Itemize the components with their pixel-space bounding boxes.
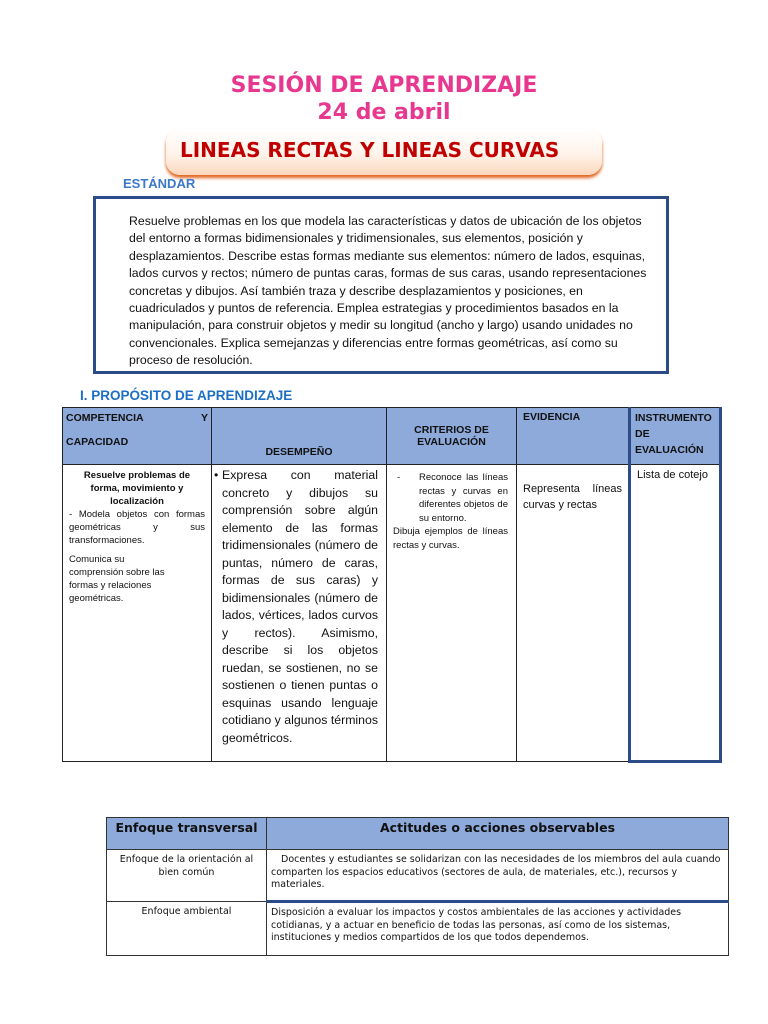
header-instrumento-line1: INSTRUMENTO [635,412,712,424]
approach-name-bien-comun: Enfoque de la orientación al bien común [107,850,267,902]
purpose-heading: I. PROPÓSITO DE APRENDIZAJE [80,388,293,403]
approaches-table [106,817,729,956]
cell-desempeno [212,465,387,762]
cell-evidencia [517,465,630,762]
purpose-table-row [63,465,721,762]
header-instrumento [630,408,721,465]
header-evidencia-label: EVIDENCIA [523,411,581,423]
criterio-dash: - [397,472,401,483]
standard-text: Resuelve problemas en los que modela las características y datos de ubicación de los objetos del entorno a formas bidimensionales y tridimensionales, sus elementos, posición y desplazamientos. Describe estas formas mediante sus elementos: número de lados, esquinas, lados curvos y rectos; número de puntas caras, formas de sus caras, usando representaciones concretas y dibujos. Así también traza y describe desplazamientos y posiciones, en cuadriculados y puntos de referencia. Emplea estrategias y procedimientos basados en la manipulación, para construir objetos y medir su longitud (ancho y largo) usando unidades no convencionales. Explica semejanzas y diferencias entre formas geométricas, así como su proceso de resolución. [129,214,647,368]
approach-row [107,902,729,956]
session-title: SESIÓN DE APRENDIZAJE [230,73,538,98]
header-evidencia [517,408,630,465]
header-competencia-label: COMPETENCIA [66,412,144,424]
approach-row [107,850,729,902]
approaches-header [107,818,729,850]
header-instrumento-line2: DE [635,428,650,440]
capacidad-comunica: Comunica su comprensión sobre las formas y relaciones geométricas. [69,554,165,604]
header-criterios-line2: EVALUACIÓN [417,436,486,448]
header-competencia [63,408,212,465]
standard-label: ESTÁNDAR [123,176,196,191]
topic-title: LINEAS RECTAS Y LINEAS CURVAS [180,138,560,162]
criterio-reconoce: Reconoce las líneas rectas y curvas en diferentes objetos de su entorno. [419,472,508,524]
purpose-table-header [63,408,721,465]
header-competencia-y: Y [200,412,208,424]
cell-competencia [63,465,212,762]
approaches-header-enfoque: Enfoque transversal [107,818,267,850]
evidencia-text: Representa líneas curvas y rectas [523,483,622,511]
session-date: 24 de abril [317,100,451,125]
header-desempeno-label: DESEMPEÑO [265,446,333,458]
header-criterios-line1: CRITERIOS DE [414,424,489,436]
header-desempeno [212,408,387,465]
desempeno-text: Expresa con material concreto y dibujos su comprensión sobre algún elemento de las formas tridimensionales (número de puntas, número de caras, formas de sus caras) y bidimensionales (número de lados, vértices, lados curvos y rectos). Asimismo, describe si los objetos ruedan, se sostienen, no se sostienen o tienen puntas o esquinas usando lenguaje cotidiano y algunos términos geométricos. [222,468,378,745]
instrumento-text: Lista de cotejo [637,469,708,481]
competencia-title: Resuelve problemas de forma, movimiento y localización [83,470,191,507]
cell-instrumento [630,465,721,762]
approach-name-ambiental: Enfoque ambiental [107,902,267,956]
desempeno-bullet: • [214,468,219,482]
criterio-dibuja: Dibuja ejemplos de líneas rectas y curvas. [393,526,508,551]
cell-criterios [387,465,517,762]
header-capacidad-label: CAPACIDAD [66,436,129,448]
header-instrumento-line3: EVALUACIÓN [635,444,704,456]
header-criterios [387,408,517,465]
purpose-table [62,407,722,763]
approaches-header-actitudes: Actitudes o acciones observables [267,818,729,850]
approach-text-bien-comun: Docentes y estudiantes se solidarizan con las necesidades de los miembros del aula cuando comparten los espacios educativos (sectores de aula, de materiales, etc.), recursos y materiales. [267,850,729,902]
approach-text-ambiental: Disposición a evaluar los impactos y costos ambientales de las acciones y actividades cotidianas, y a actuar en beneficio de todas las personas, así como de los sistemas, instituciones y medios compartidos de los que todos dependemos. [267,902,729,956]
capacidad-modela: - Modela objetos con formas geométricas y sus transformaciones. [69,509,205,546]
